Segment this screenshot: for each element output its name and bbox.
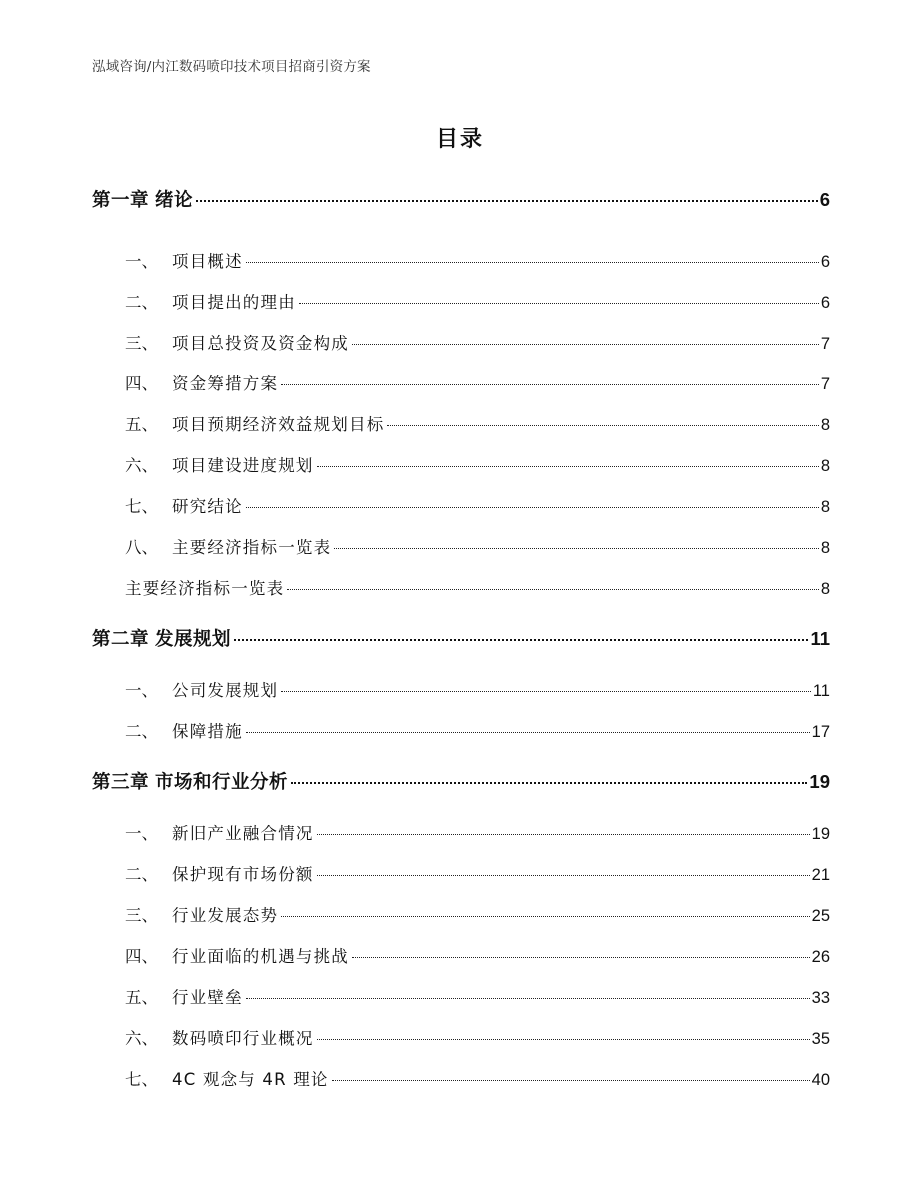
page-header: 泓域咨询/内江数码喷印技术项目招商引资方案 [92,59,371,75]
toc-entry-label [92,186,193,212]
toc-section-number: 五、 [125,988,158,1007]
toc-page-number: 33 [811,989,830,1007]
toc-entry-label: 行业壁垒 [172,988,243,1007]
toc-section-entry[interactable] [125,370,830,394]
toc-section-number: 七、 [125,497,158,516]
dot-leader [287,589,819,590]
toc-section-entry[interactable] [125,330,830,354]
toc-chapter-number: 第一章 [92,190,150,211]
toc-section-number: 四、 [125,374,158,393]
dot-leader [291,782,807,784]
toc-entry-label: 公司发展规划 [172,681,279,700]
dot-leader [317,834,810,835]
toc-page-number: 8 [820,416,830,434]
toc-section-entry[interactable] [125,575,830,599]
dot-leader [317,875,810,876]
toc-page-number: 19 [811,825,830,843]
toc-section-number: 八、 [125,538,158,557]
toc-chapter-title: 绪论 [155,190,194,211]
dot-leader [246,507,819,508]
toc-page-number: 6 [820,294,830,312]
toc-chapter-title: 市场和行业分析 [155,772,289,793]
toc-page-number: 40 [811,1071,830,1089]
toc-page-number: 17 [811,723,830,741]
toc-entry-label: 新旧产业融合情况 [172,824,314,843]
toc-title: 目录 [435,127,484,152]
dot-leader [281,384,819,385]
toc-entry-label: 保障措施 [172,722,243,741]
toc-chapter-entry[interactable] [92,186,830,212]
toc-section-number: 一、 [125,824,158,843]
toc-section-entry[interactable] [125,861,830,885]
dot-leader [334,548,819,549]
toc-entry-label: 保护现有市场份额 [172,865,314,884]
toc-entry-label: 主要经济指标一览表 [172,538,332,557]
toc-section-entry[interactable] [125,902,830,926]
toc-page-number: 26 [811,948,830,966]
toc-section-entry[interactable] [125,820,830,844]
toc-chapter-entry[interactable] [92,625,830,651]
toc-page-number: 8 [820,539,830,557]
toc-section-number: 四、 [125,947,158,966]
toc-entry-label: 项目提出的理由 [172,293,296,312]
toc-section-entry[interactable] [125,984,830,1008]
toc-page-number: 11 [812,682,830,700]
toc-entry-label [92,625,231,651]
toc-page-number: 6 [819,189,830,210]
toc-page-number: 25 [811,907,830,925]
toc-page-number: 11 [810,628,830,649]
toc-page-number: 8 [820,580,830,598]
dot-leader [352,957,810,958]
toc-entry-label: 4C 观念与 4R 理论 [172,1070,329,1089]
toc-page-number: 7 [820,335,830,353]
dot-leader [317,466,819,467]
toc-entry-label: 行业面临的机遇与挑战 [172,947,349,966]
toc-section-number: 一、 [125,252,158,271]
toc-chapter-title: 发展规划 [155,629,232,650]
toc-page-number: 6 [820,253,830,271]
toc-entry-label: 项目概述 [172,252,243,271]
dot-leader [281,916,809,917]
dot-leader [332,1080,810,1081]
toc-page-number: 8 [820,457,830,475]
toc-page-number: 8 [820,498,830,516]
toc-chapter-entry[interactable] [92,768,830,794]
toc-section-number: 二、 [125,722,158,741]
dot-leader [299,303,819,304]
toc-page-number: 7 [820,375,830,393]
toc-section-number: 二、 [125,865,158,884]
dot-leader [317,1039,810,1040]
toc-section-entry[interactable] [125,452,830,476]
dot-leader [196,200,818,202]
toc-section-number: 三、 [125,334,158,353]
toc-section-entry[interactable] [125,1025,830,1049]
toc-entry-label: 项目总投资及资金构成 [172,334,349,353]
toc-section-entry[interactable] [125,411,830,435]
toc-page-number: 35 [811,1030,830,1048]
toc-entry-label: 项目建设进度规划 [172,456,314,475]
toc-entry-label: 行业发展态势 [172,906,279,925]
dot-leader [281,691,811,692]
toc-section-entry[interactable] [125,677,830,701]
dot-leader [246,998,810,999]
toc-entry-label: 研究结论 [172,497,243,516]
toc-page-number: 21 [811,866,830,884]
dot-leader [352,344,819,345]
toc-section-entry[interactable] [125,289,830,313]
toc-section-entry[interactable] [125,943,830,967]
toc-chapter-number: 第二章 [92,629,150,650]
dot-leader [387,425,818,426]
toc-entry-label [92,768,288,794]
toc-section-entry[interactable] [125,248,830,272]
toc-section-number: 二、 [125,293,158,312]
toc-entry-label: 资金筹措方案 [172,374,279,393]
toc-section-entry[interactable] [125,1066,830,1090]
toc-entry-label: 数码喷印行业概况 [172,1029,314,1048]
toc-page-number: 19 [809,771,830,792]
toc-section-number: 七、 [125,1070,158,1089]
dot-leader [246,262,819,263]
dot-leader [234,639,808,641]
dot-leader [246,732,810,733]
toc-section-number: 一、 [125,681,158,700]
toc-entry-label: 项目预期经济效益规划目标 [172,415,385,434]
toc-section-entry[interactable] [125,534,830,558]
toc-section-entry[interactable] [125,493,830,517]
toc-entry-label: 主要经济指标一览表 [125,579,285,598]
toc-section-number: 六、 [125,456,158,475]
toc-section-number: 六、 [125,1029,158,1048]
toc-section-number: 三、 [125,906,158,925]
toc-chapter-number: 第三章 [92,772,150,793]
toc-section-entry[interactable] [125,718,830,742]
toc-section-number: 五、 [125,415,158,434]
